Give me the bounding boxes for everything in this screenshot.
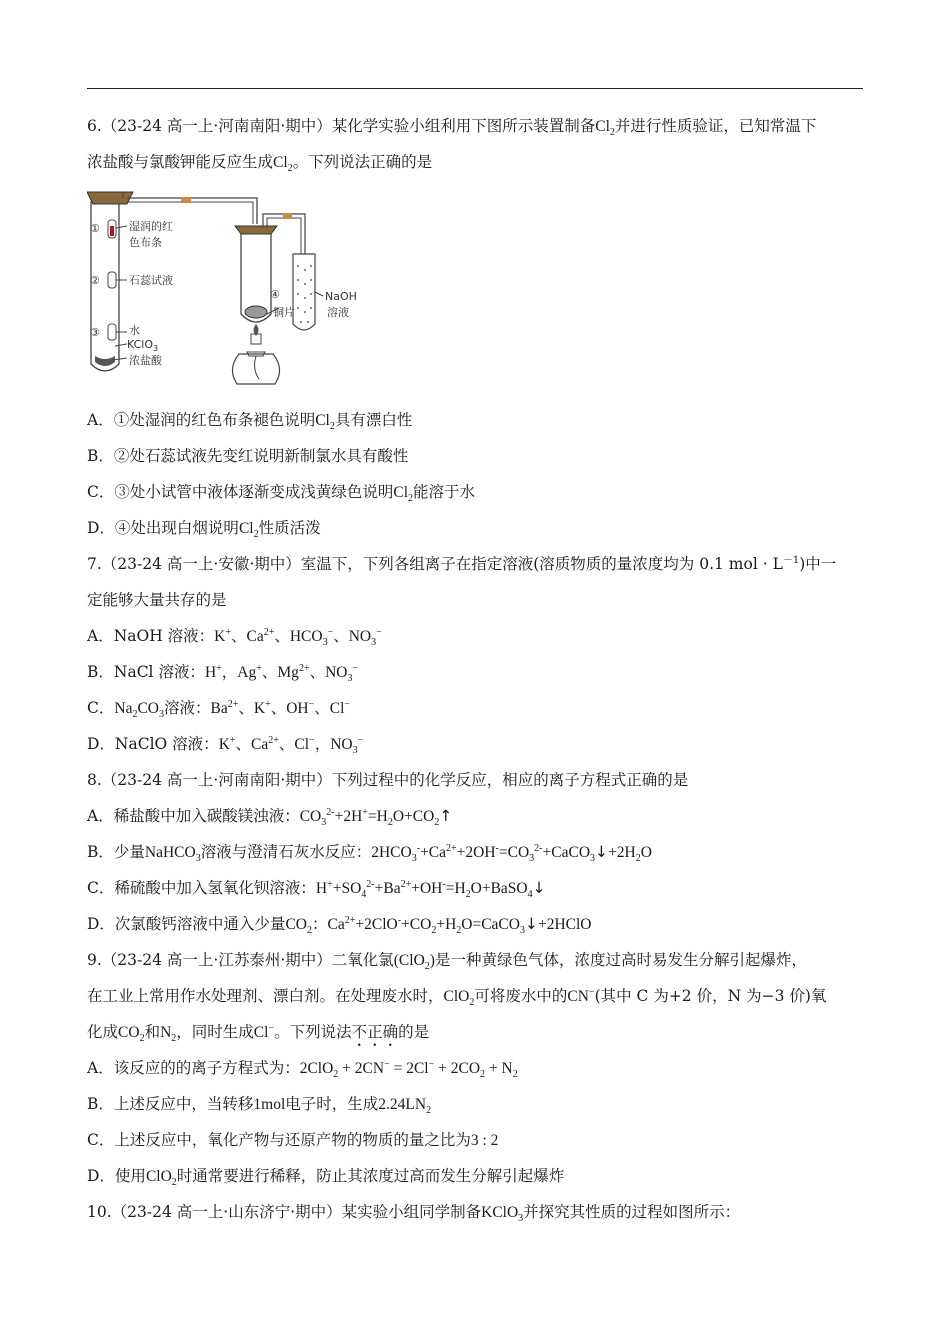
q6-option-b: B．②处石蕊试液先变红说明新制氯水具有酸性 (87, 447, 409, 465)
label-strip-b: 色布条 (129, 236, 162, 249)
q9-option-a: A．该反应的的离子方程式为：$2ClO_2 + 2CN^- = 2Cl^- + 2CO_2 + N_2$ (87, 1058, 518, 1081)
label-4: ④ (270, 288, 280, 301)
label-strip-a: 湿润的红 (129, 220, 173, 233)
q9-option-b: B．上述反应中，当转移1mol电子时，生成$2.24LN_2$ (87, 1095, 432, 1117)
q6-option-a: A．①处湿润的红色布条褪色说明$Cl_2$具有漂白性 (87, 411, 413, 433)
q6-option-d: D．④处出现白烟说明$Cl_2$性质活泼 (87, 519, 321, 541)
q8-stem: 8.（23-24 高一上·河南南阳·期中）下列过程中的化学反应，相应的离子方程式正确的是 (87, 771, 689, 789)
label-water: 水 (129, 324, 140, 337)
label-litmus: 石蕊试液 (129, 274, 173, 287)
label-copper: 铜片 (273, 306, 295, 319)
q8-option-d: D．次氯酸钙溶液中通入少量$CO_2$：$Ca^{2+}+2ClO^-+CO_2+H_2O=CaCO_3↓+2HClO$ (87, 914, 592, 937)
q7-option-d: D．NaClO 溶液：K+、$Ca^{2+}$、Cl−，$NO_3^-$ (87, 734, 364, 757)
apparatus-diagram (87, 184, 387, 394)
q7-stem-line2: 定能够大量共存的是 (87, 591, 227, 609)
q8-option-c: C．稀硫酸中加入氢氧化钡溶液：$H^++SO_4^{2-}+Ba^{2+}+OH^-=H_2O+BaSO_4↓$ (87, 878, 546, 901)
label-2: ② (90, 274, 100, 287)
q9-option-c: C．上述反应中，氧化产物与还原产物的物质的量之比为3 : 2 (87, 1131, 499, 1149)
q9-stem-line1: 9.（23-24 高一上·江苏泰州·期中）二氧化氯(ClO$_2$)是一种黄绿色气体，浓度过高时易发生分解引起爆炸， (87, 951, 807, 973)
q9-option-d: D．使用ClO$_2$时通常要进行稀释，防止其浓度过高而发生分解引起爆炸 (87, 1167, 565, 1189)
q9-stem-line3: 化成$CO_2$和$N_2$，同时生成Cl−。下列说法不正确的是 (87, 1022, 430, 1045)
q10-stem: 10.（23-24 高一上·山东济宁·期中）某实验小组同学制备KClO$_3$并探究其性质的过程如图所示： (87, 1203, 741, 1225)
label-naoh-a: NaOH (325, 290, 357, 303)
q7-option-b: B．NaCl 溶液：H+，Ag+、$Mg^{2+}$、$NO_3^-$ (87, 662, 359, 685)
q7-option-c: C．$Na_2CO_3$溶液：$Ba^{2+}$、K+、OH−、Cl− (87, 698, 351, 721)
label-naoh-b: 溶液 (327, 306, 349, 319)
top-rule (87, 88, 863, 89)
q7-option-a: A．NaOH 溶液：K+、$Ca^{2+}$、$HCO_3^-$、$NO_3^-$ (87, 626, 382, 649)
q7-stem-line1: 7.（23-24 高一上·安徽·期中）室温下，下列各组离子在指定溶液(溶质物质的量浓度均为 0.1 mol · $L^{-1}$)中一 (87, 554, 837, 573)
q6-option-c: C．③处小试管中液体逐渐变成浅黄绿色说明$Cl_2$能溶于水 (87, 483, 476, 505)
label-3: ③ (90, 326, 100, 339)
q6-stem-line1: 6.（23-24 高一上·河南南阳·期中）某化学实验小组利用下图所示装置制备$Cl_2$并进行性质验证，已知常温下 (87, 117, 817, 139)
label-kclo3: KClO$_3$ (127, 338, 159, 353)
page-content (87, 108, 863, 1230)
q8-option-b: B．少量NaHCO$_3$溶液与澄清石灰水反应：$2HCO_3^-+Ca^{2+}+2OH^-=CO_3^{2-}+CaCO_3↓+2H_2O$ (87, 842, 652, 865)
label-1: ① (90, 222, 100, 235)
q9-stem-line2: 在工业上常用作水处理剂、漂白剂。在处理废水时，ClO$_2$可将废水中的CN−(其中 C 为+2 价，N 为−3 价)氧 (87, 986, 827, 1009)
label-hcl: 浓盐酸 (129, 354, 162, 367)
q6-apparatus-figure (87, 180, 863, 402)
q6-stem-line2: 浓盐酸与氯酸钾能反应生成$Cl_2$。下列说法正确的是 (87, 153, 433, 175)
q8-option-a: A．稀盐酸中加入碳酸镁浊液：$CO_3^{2-}+2H^+=H_2O+CO_2↑$ (87, 806, 453, 829)
